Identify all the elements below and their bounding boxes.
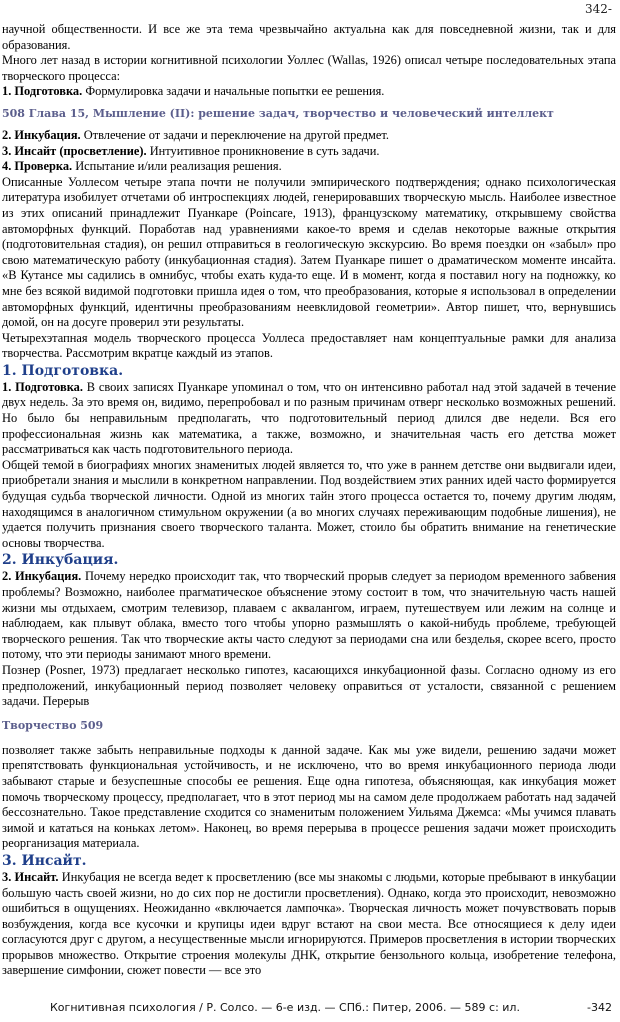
paragraph: Четырехэтапная модель творческого процесса Уоллеса предоставляет нам концептуальные рамки для анализа творчества. Рассмотрим вкратце каждый из этапов.	[2, 330, 616, 361]
stage-text: Формулировка задачи и начальные попытки ее решения.	[82, 84, 385, 99]
paragraph	[2, 870, 616, 979]
paragraph: Общей темой в биографиях многих знаменитых людей является то, что уже в раннем детстве они выдвигали идеи, приобретали знания и мыслили в конкретном направлении. Под воздействием этих ранних идей часто формируется будущая судьба творческой личности. Одной из многих тайн этого процесса остается то, почему другим людям, находящимся в аналогичном стимульном окружении (а во многих случаях переживающим подобные лишения), не удается получить признания своего творческого таланта. Может, стоило бы обратить внимание на генетические основы творчества.	[2, 457, 616, 550]
stage-list-item	[2, 128, 616, 144]
stage-label: 1. Подготовка.	[2, 84, 83, 99]
paragraph: Описанные Уоллесом четыре этапа почти не получили эмпирического подтверждения; однако психологическая литература изобилует отчетами об интроспекциях людей, генерировавших творческую мысль. Наиболее известное из этих описаний принадлежит Пуанкаре (Poincare, 1913), французскому математику, открывшему свойства автоморфных функций. Поработав над уравнениями какое-то время и сделав некоторые важные открытия (подготовительная стадия), он решил отправиться в геологическую экскурсию. Во время поездки он «забыл» про свою математическую работу (инкубационная стадия). Затем Пуанкаре пишет о драматическом моменте инсайта. «В Кутансе мы садились в омнибус, чтобы ехать куда-то еще. И в момент, когда я поставил ногу на подножку, ко мне без всякой видимой подготовки пришла идея о том, что преобразования, которые я использовал в определении автоморфных функций, идентичны преобразованиям неевклидовой геометрии». Автор пишет, что, вернувшись домой, он на досуге проверил эти результаты.	[2, 174, 616, 330]
stage-text: Отвлечение от задачи и переключение на другой предмет.	[80, 127, 389, 142]
lead-label: 2. Инкубация.	[2, 569, 82, 584]
paragraph	[2, 380, 616, 458]
page-number-bottom: -342	[587, 1001, 612, 1014]
stage-label: 3. Инсайт (просветление).	[2, 143, 147, 158]
paragraph: Много лет назад в истории когнитивной психологии Уоллес (Wallas, 1926) описал четыре последовательных этапа творческого процесса:	[2, 53, 616, 83]
stage-text: Интуитивное проникновение в суть задачи.	[146, 143, 380, 158]
lead-text: Инкубация не всегда ведет к просветлению (все мы знакомы с людьми, которые пребывают в инкубации большую часть своей жизни, но до сих пор не достигли просветления). Однако, когда это происходит, невозможно ошибиться в ощущениях. Неожиданно «включается лампочка». Творческая личность может почувствовать порыв возбуждения, когда все кусочки и крупицы идеи вдруг встают на свои места. Все относящиеся к делу идеи согласуются друг с другом, а несущественные мысли игнорируются. Примеров просветления в истории творческих прорывов множество. Открытие строения молекулы ДНК, открытие бензольного кольца, изобретение телефона, завершение симфонии, сюжет повести — все это	[2, 869, 616, 978]
book-citation-footer: Когнитивная психология / Р. Солсо. — 6-е изд. — СПб.: Питер, 2006. — 589 с: ил.	[50, 1001, 520, 1014]
stage-label: 2. Инкубация.	[2, 127, 81, 142]
stage-list-item	[2, 144, 616, 160]
section-heading: 2. Инкубация.	[2, 552, 119, 569]
section-heading: 3. Инсайт.	[2, 852, 87, 869]
paragraph	[2, 569, 616, 663]
stage-list-item	[2, 84, 616, 100]
running-head: Творчество 509	[2, 718, 104, 732]
stage-label: 4. Проверка.	[2, 159, 73, 174]
section-heading: 1. Подготовка.	[2, 362, 124, 379]
paragraph: позволяет также забыть неправильные подходы к данной задаче. Как мы уже видели, решению задачи может препятствовать функциональная устойчивость, и не исключено, что во время инкубационного периода люди забывают старые и безуспешные способы ее решения. Еще одна гипотеза, объясняющая, как инкубация может помочь творческому процессу, предполагает, что в этот период мы на самом деле продолжаем работать над задачей бессознательно. Такое представление сходится со знаменитым положением Уильяма Джемса: «Мы учимся плавать зимой и кататься на коньках летом». Наконец, во время перерыва в процессе решения задачи может происходить реорганизация материала.	[2, 742, 616, 851]
paragraph: Познер (Posner, 1973) предлагает несколько гипотез, касающихся инкубационной фазы. Согласно одному из его предположений, инкубационный период позволяет человеку оправиться от усталости, связанной с решением задачи. Перерыв	[2, 662, 616, 709]
lead-label: 1. Подготовка.	[2, 379, 83, 394]
lead-text: Почему нередко происходит так, что творческий прорыв следует за периодом временного забвения проблемы? Возможно, наиболее прагматическое объяснение этому состоит в том, что значительную часть нашей жизни мы отдыхаем, смотрим телевизор, плаваем с аквалангом, играем, путешествуем или лежим на солнце и наблюдаем, как плывут облака, вместо того чтобы упорно размышлять о какой-нибудь проблеме, требующей творческого решения. Так что творческие акты часто следуют за периодами сна или безделья, скорее всего, просто потому, что эти периоды занимают много времени.	[2, 569, 616, 662]
page-number-top: 342-	[585, 2, 612, 16]
lead-label: 3. Инсайт.	[2, 869, 59, 884]
page-content	[2, 22, 616, 979]
paragraph: научной общественности. И все же эта тема чрезвычайно актуальна как для повседневной жизни, так и для образования.	[2, 22, 616, 52]
stage-list-item	[2, 159, 616, 175]
stage-text: Испытание и/или реализация решения.	[72, 159, 282, 174]
running-head: 508 Глава 15, Мышление (II): решение задач, творчество и человеческий интеллект	[2, 106, 554, 120]
lead-text: В своих записях Пуанкаре упоминал о том, что он интенсивно работал над этой задачей в течение двух недель. За это время он, видимо, перепробовал и по разным причинам отверг несколько возможных решений. Но было бы неправильным предполагать, что подготовительный период длился две недели. Вся его профессиональная жизнь как математика, а также, возможно, и значительная часть его детства может рассматриваться как часть подготовительного периода.	[2, 379, 616, 457]
